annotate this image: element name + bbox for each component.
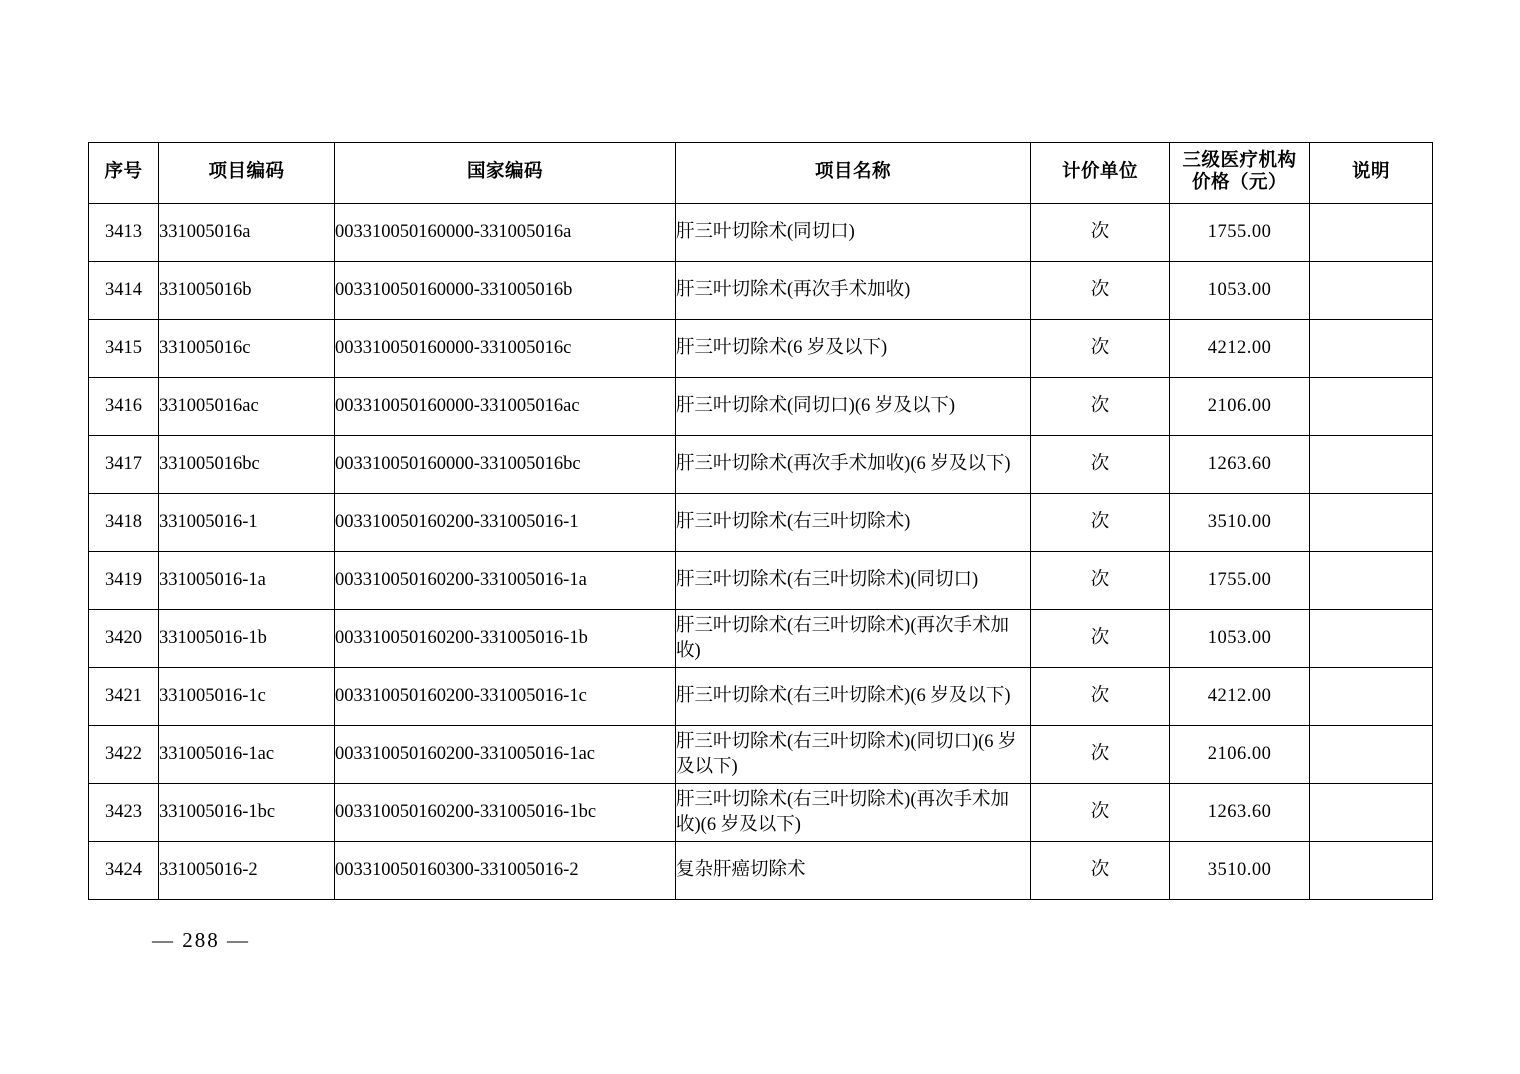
cell-national-code: 003310050160200-331005016-1b <box>335 610 676 668</box>
column-header-unit: 计价单位 <box>1031 143 1170 204</box>
cell-item-code: 331005016-1a <box>159 552 335 610</box>
cell-item-code: 331005016-1c <box>159 668 335 726</box>
cell-item-name: 肝三叶切除术(右三叶切除术)(同切口) <box>676 552 1031 610</box>
cell-national-code: 003310050160000-331005016c <box>335 320 676 378</box>
cell-unit: 次 <box>1031 494 1170 552</box>
cell-item-name: 肝三叶切除术(再次手术加收)(6 岁及以下) <box>676 436 1031 494</box>
cell-item-name: 肝三叶切除术(同切口) <box>676 204 1031 262</box>
cell-item-code: 331005016-1 <box>159 494 335 552</box>
medical-price-table <box>88 142 1433 900</box>
cell-price: 2106.00 <box>1170 726 1310 784</box>
cell-sequence: 3420 <box>89 610 159 668</box>
cell-national-code: 003310050160200-331005016-1bc <box>335 784 676 842</box>
cell-price: 2106.00 <box>1170 378 1310 436</box>
table-row <box>89 726 1433 784</box>
column-header-sequence: 序号 <box>89 143 159 204</box>
cell-national-code: 003310050160200-331005016-1c <box>335 668 676 726</box>
cell-price: 1755.00 <box>1170 204 1310 262</box>
cell-note <box>1310 668 1433 726</box>
cell-national-code: 003310050160200-331005016-1a <box>335 552 676 610</box>
cell-national-code: 003310050160000-331005016b <box>335 262 676 320</box>
cell-sequence: 3418 <box>89 494 159 552</box>
cell-unit: 次 <box>1031 552 1170 610</box>
cell-sequence: 3419 <box>89 552 159 610</box>
cell-national-code: 003310050160000-331005016ac <box>335 378 676 436</box>
column-header-national-code: 国家编码 <box>335 143 676 204</box>
cell-item-code: 331005016-1bc <box>159 784 335 842</box>
cell-price: 1053.00 <box>1170 262 1310 320</box>
column-header-note: 说明 <box>1310 143 1433 204</box>
cell-price: 4212.00 <box>1170 320 1310 378</box>
cell-item-code: 331005016-1b <box>159 610 335 668</box>
cell-unit: 次 <box>1031 726 1170 784</box>
page-number: — 288 — <box>152 928 250 952</box>
table-row <box>89 494 1433 552</box>
cell-note <box>1310 494 1433 552</box>
cell-item-name: 复杂肝癌切除术 <box>676 842 1031 900</box>
cell-item-code: 331005016b <box>159 262 335 320</box>
cell-sequence: 3422 <box>89 726 159 784</box>
cell-unit: 次 <box>1031 784 1170 842</box>
cell-note <box>1310 262 1433 320</box>
cell-unit: 次 <box>1031 668 1170 726</box>
table-row <box>89 842 1433 900</box>
table-body <box>89 204 1433 900</box>
cell-unit: 次 <box>1031 610 1170 668</box>
cell-sequence: 3413 <box>89 204 159 262</box>
cell-national-code: 003310050160200-331005016-1ac <box>335 726 676 784</box>
cell-sequence: 3416 <box>89 378 159 436</box>
cell-item-name: 肝三叶切除术(再次手术加收) <box>676 262 1031 320</box>
cell-sequence: 3423 <box>89 784 159 842</box>
table-header-row <box>89 143 1433 204</box>
table-row <box>89 552 1433 610</box>
cell-national-code: 003310050160300-331005016-2 <box>335 842 676 900</box>
cell-item-code: 331005016ac <box>159 378 335 436</box>
cell-item-code: 331005016a <box>159 204 335 262</box>
cell-unit: 次 <box>1031 204 1170 262</box>
cell-price: 1263.60 <box>1170 784 1310 842</box>
cell-price: 3510.00 <box>1170 494 1310 552</box>
cell-item-name: 肝三叶切除术(右三叶切除术)(同切口)(6 岁及以下) <box>676 726 1031 784</box>
cell-item-code: 331005016bc <box>159 436 335 494</box>
cell-item-code: 331005016c <box>159 320 335 378</box>
table-row <box>89 204 1433 262</box>
column-header-price-line2: 价格（元） <box>1191 173 1287 193</box>
table-row <box>89 262 1433 320</box>
cell-sequence: 3415 <box>89 320 159 378</box>
table-row <box>89 436 1433 494</box>
cell-item-name: 肝三叶切除术(右三叶切除术)(再次手术加收) <box>676 610 1031 668</box>
cell-item-name: 肝三叶切除术(6 岁及以下) <box>676 320 1031 378</box>
cell-price: 3510.00 <box>1170 842 1310 900</box>
cell-item-code: 331005016-1ac <box>159 726 335 784</box>
cell-price: 4212.00 <box>1170 668 1310 726</box>
cell-unit: 次 <box>1031 842 1170 900</box>
cell-note <box>1310 436 1433 494</box>
column-header-item-name: 项目名称 <box>676 143 1031 204</box>
table-header <box>89 143 1433 204</box>
cell-item-name: 肝三叶切除术(右三叶切除术)(再次手术加收)(6 岁及以下) <box>676 784 1031 842</box>
cell-note <box>1310 320 1433 378</box>
cell-sequence: 3414 <box>89 262 159 320</box>
column-header-price-line1: 三级医疗机构 <box>1182 151 1297 172</box>
cell-note <box>1310 610 1433 668</box>
cell-sequence: 3417 <box>89 436 159 494</box>
cell-price: 1755.00 <box>1170 552 1310 610</box>
cell-note <box>1310 726 1433 784</box>
cell-price: 1263.60 <box>1170 436 1310 494</box>
table-row <box>89 784 1433 842</box>
column-header-item-code: 项目编码 <box>159 143 335 204</box>
cell-note <box>1310 378 1433 436</box>
table-row <box>89 320 1433 378</box>
table-row <box>89 378 1433 436</box>
cell-sequence: 3421 <box>89 668 159 726</box>
cell-unit: 次 <box>1031 320 1170 378</box>
cell-national-code: 003310050160000-331005016a <box>335 204 676 262</box>
cell-note <box>1310 204 1433 262</box>
cell-item-name: 肝三叶切除术(右三叶切除术) <box>676 494 1031 552</box>
cell-price: 1053.00 <box>1170 610 1310 668</box>
table-row <box>89 610 1433 668</box>
cell-national-code: 003310050160200-331005016-1 <box>335 494 676 552</box>
cell-unit: 次 <box>1031 378 1170 436</box>
cell-note <box>1310 552 1433 610</box>
column-header-price <box>1170 143 1310 204</box>
table-row <box>89 668 1433 726</box>
cell-note <box>1310 842 1433 900</box>
cell-item-code: 331005016-2 <box>159 842 335 900</box>
cell-unit: 次 <box>1031 262 1170 320</box>
cell-sequence: 3424 <box>89 842 159 900</box>
cell-note <box>1310 784 1433 842</box>
cell-item-name: 肝三叶切除术(同切口)(6 岁及以下) <box>676 378 1031 436</box>
cell-item-name: 肝三叶切除术(右三叶切除术)(6 岁及以下) <box>676 668 1031 726</box>
cell-national-code: 003310050160000-331005016bc <box>335 436 676 494</box>
cell-unit: 次 <box>1031 436 1170 494</box>
